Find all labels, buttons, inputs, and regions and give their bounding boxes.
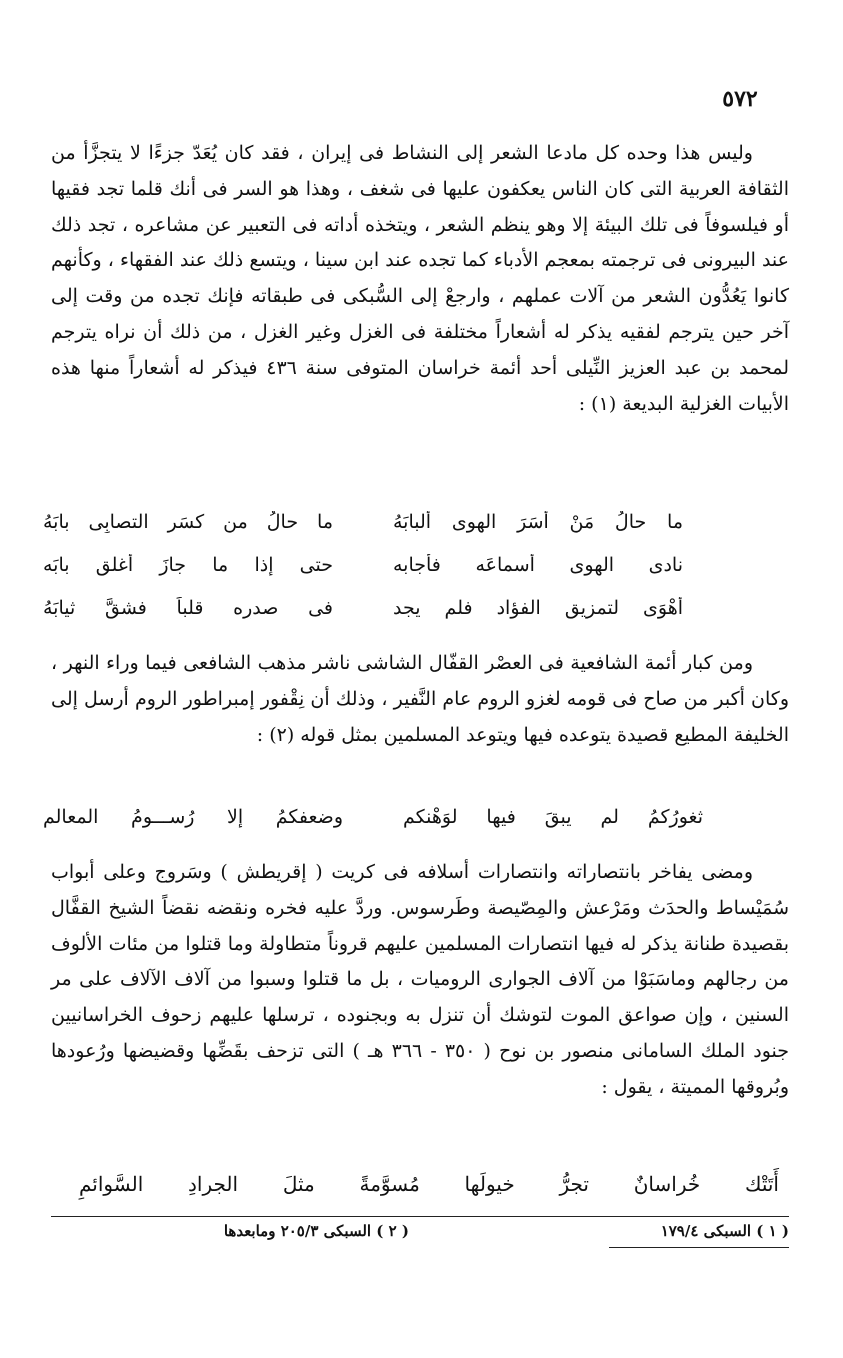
footnote-underline-rule	[609, 1247, 789, 1248]
verse-3-first-hemistich: أهْوَى لتمزيق الفؤاد فلم يجد	[393, 596, 683, 619]
verse-3-second-hemistich: فى صدرِه قلباً فشقَّ ثيابَهُ	[43, 596, 333, 619]
paragraph-qaffal-shashi: ومن كبار أئمة الشافعية فى العصْر القفّال الشاشى ناشر مذهب الشافعى فيما وراء النهر ، وكان أكبر من صاح فى قومه لغزو الروم عام النَّفير ، وذلك أن نِقْفور إمبراطور الروم أرسل إلى الخليفة المطيع قصيدة يتوعده فيها ويتوعد المسلمين بمثل قوله (٢) :	[51, 652, 789, 746]
verse-1-first-hemistich: ما حالُ مَنْ أَسَرَ الهوى ألبابَهُ	[393, 510, 683, 533]
nikephoros-verse-second-hemistich: وضعفكمُ إلا رُســـومُ المعالمِ	[43, 806, 343, 828]
footnote-separator-rule	[51, 1216, 789, 1217]
paragraph-qaffal-reply: ومضى يفاخر بانتصاراته وانتصارات أسلافه فى كريت ( إقريطش ) وسَروج وعلى أبواب سُمَيْساط والحدَث ومَرْعش والمِصّيصة وطَرسوس. وردَّ عليه فخره ونقضه نقضاً الشيخ القفَّال بقصيدة طنانة يذكر له فيها انتصارات المسلمين عليهم قروناً متطاولة وما قتلوا من مئات الألوف من رجالهم وماسَبَوْا من آلاف الجوارى الروميات ، بل ما قتلوا وسبوا من آلاف الآلاف على مر السنين ، وإن صواعق الموت لتوشك أن تنزل به وبجنوده ، ترسلها عليهم زحوف الخراسانيين جنود الملك السامانى منصور بن نوح ( ٣٥٠ - ٣٦٦ هـ ) التى تزحف بقَضِّها وقضيضها ورُعودها وبُروقها المميتة ، يقول :	[51, 861, 789, 1098]
qaffal-verse: أَتَتْك خُراسانٌ تجرُّ خيولَها مُسوَّمةً مثلَ الجرادِ السَّوائمِ	[79, 1172, 779, 1196]
verse-2-second-hemistich: حتى إذا ما جازَ أغلق بابَه	[43, 553, 333, 576]
verse-line-2	[43, 543, 683, 586]
ghazal-verses	[43, 500, 683, 629]
footnotes	[51, 1222, 789, 1246]
nikephoros-verse-first-hemistich: ثغورُكمُ لم يبقَ فيها لوَهْنكم	[403, 806, 703, 828]
paragraph-poetry-in-iran: وليس هذا وحده كل مادعا الشعر إلى النشاط فى إيران ، فقد كان يُعَدّ جزءًا لا يتجزَّأ من الثقافة العربية التى كان الناس يعكفون عليها فى شغف ، وهذا هو السر فى أنك قلما تجد فقيها أو فيلسوفاً فى تلك البيئة إلا وهو ينظم الشعر ، ويتخذه أداته فى التعبير عن مشاعره ، تجد ذلك عند البيرونى فى ترجمته بمعجم الأدباء كما تجده عند ابن سينا ، ويتسع ذلك عند الفقهاء ، وكأنهم كانوا يَعُدُّون الشعر من آلات عملهم ، وارجعْ إلى السُّبكى فى طبقاته فإنك تجده من وقت إلى آخر حين يترجم لفقيه يذكر له أشعاراً مختلفة فى الغزل وغير الغزل ، من ذلك أن نراه يترجم لمحمد بن عبد العزيز النِّيلى أحد أئمة خراسان المتوفى سنة ٤٣٦ فيذكر له أشعاراً منها هذه الأبيات الغزلية البديعة (١) :	[51, 142, 789, 415]
verse-2-first-hemistich: نادى الهوى أسماعَه فأجابه	[393, 553, 683, 576]
page-number: ٥٧٢	[722, 86, 758, 112]
verse-1-second-hemistich: ما حالُ من كسَر التصابِى بابَهُ	[43, 510, 333, 533]
nikephoros-verse	[43, 806, 703, 828]
footnote-2: ( ٢ ) السبكى ٢٠٥/٣ ومابعدها	[223, 1222, 409, 1240]
footnote-1: ( ١ ) السبكى ١٧٩/٤	[660, 1222, 789, 1240]
verse-line-1	[43, 500, 683, 543]
verse-line-3	[43, 586, 683, 629]
